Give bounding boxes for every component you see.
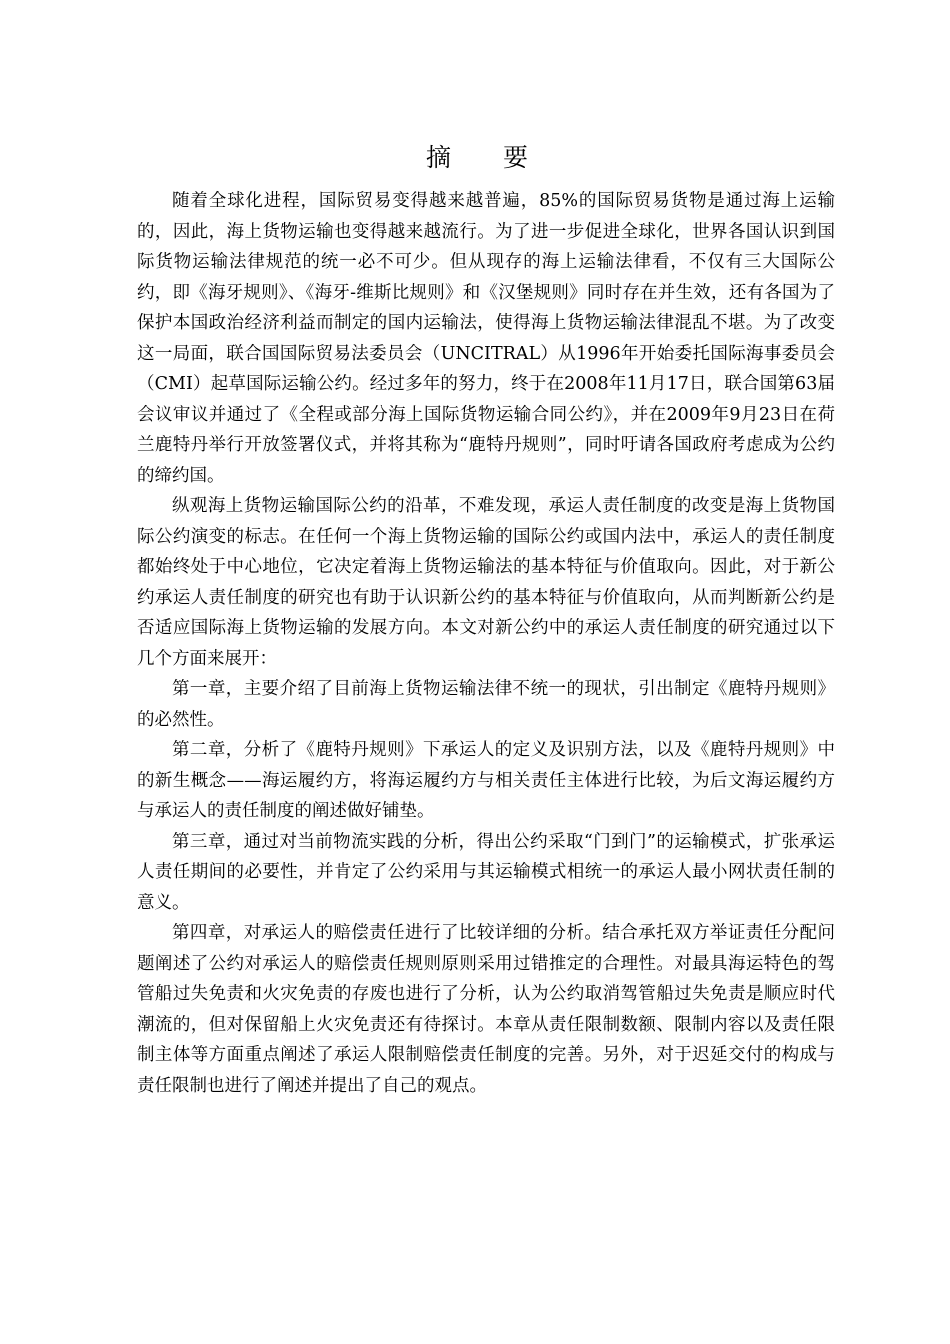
abstract-body: [137, 186, 835, 1101]
paragraph-chapter-4: 第四章，对承运人的赔偿责任进行了比较详细的分析。结合承托双方举证责任分配问题阐述了公约对承运人的赔偿责任规则原则采用过错推定的合理性。对最具海运特色的驾管船过失免责和火灾免责的存废也进行了分析，认为公约取消驾管船过失免责是顺应时代潮流的，但对保留船上火灾免责还有待探讨。本章从责任限制数额、限制内容以及责任限制主体等方面重点阐述了承运人限制赔偿责任制度的完善。另外，对于迟延交付的构成与责任限制也进行了阐述并提出了自己的观点。: [137, 923, 835, 1096]
paragraph-chapter-2: 第二章，分析了《鹿特丹规则》下承运人的定义及识别方法，以及《鹿特丹规则》中的新生概念——海运履约方，将海运履约方与相关责任主体进行比较，为后文海运履约方与承运人的责任制度的阐述做好铺垫。: [137, 740, 835, 821]
paragraph-intro: 随着全球化进程，国际贸易变得越来越普遍，85%的国际贸易货物是通过海上运输的，因此，海上货物运输也变得越来越流行。为了进一步促进全球化，世界各国认识到国际货物运输法律规范的统一必不可少。但从现存的海上运输法律看，不仅有三大国际公约，即《海牙规则》、《海牙-维斯比规则》和《汉堡规则》同时存在并生效，还有各国为了保护本国政治经济利益而制定的国内运输法，使得海上货物运输法律混乱不堪。为了改变这一局面，联合国国际贸易法委员会（UNCITRAL）从1996年开始委托国际海事委员会（CMI）起草国际运输公约。经过多年的努力，终于在2008年11月17日，联合国第63届会议审议并通过了《全程或部分海上国际货物运输合同公约》，并在2009年9月23日在荷兰鹿特丹举行开放签署仪式，并将其称为“鹿特丹规则”，同时吁请各国政府考虑成为公约的缔约国。: [137, 191, 835, 486]
paragraph-chapter-3: 第三章，通过对当前物流实践的分析，得出公约采取“门到门”的运输模式，扩张承运人责任期间的必要性，并肯定了公约采用与其运输模式相统一的承运人最小网状责任制的意义。: [137, 831, 835, 913]
paragraph-overview: 纵观海上货物运输国际公约的沿革，不难发现，承运人责任制度的改变是海上货物国际公约演变的标志。在任何一个海上货物运输的国际公约或国内法中，承运人的责任制度都始终处于中心地位，它决定着海上货物运输法的基本特征与价值取向。因此，对于新公约承运人责任制度的研究也有助于认识新公约的基本特征与价值取向，从而判断新公约是否适应国际海上货物运输的发展方向。本文对新公约中的承运人责任制度的研究通过以下几个方面来展开：: [137, 496, 835, 669]
abstract-title: 摘 要: [426, 142, 550, 172]
paragraph-chapter-1: 第一章，主要介绍了目前海上货物运输法律不统一的现状，引出制定《鹿特丹规则》的必然性。: [137, 679, 835, 730]
